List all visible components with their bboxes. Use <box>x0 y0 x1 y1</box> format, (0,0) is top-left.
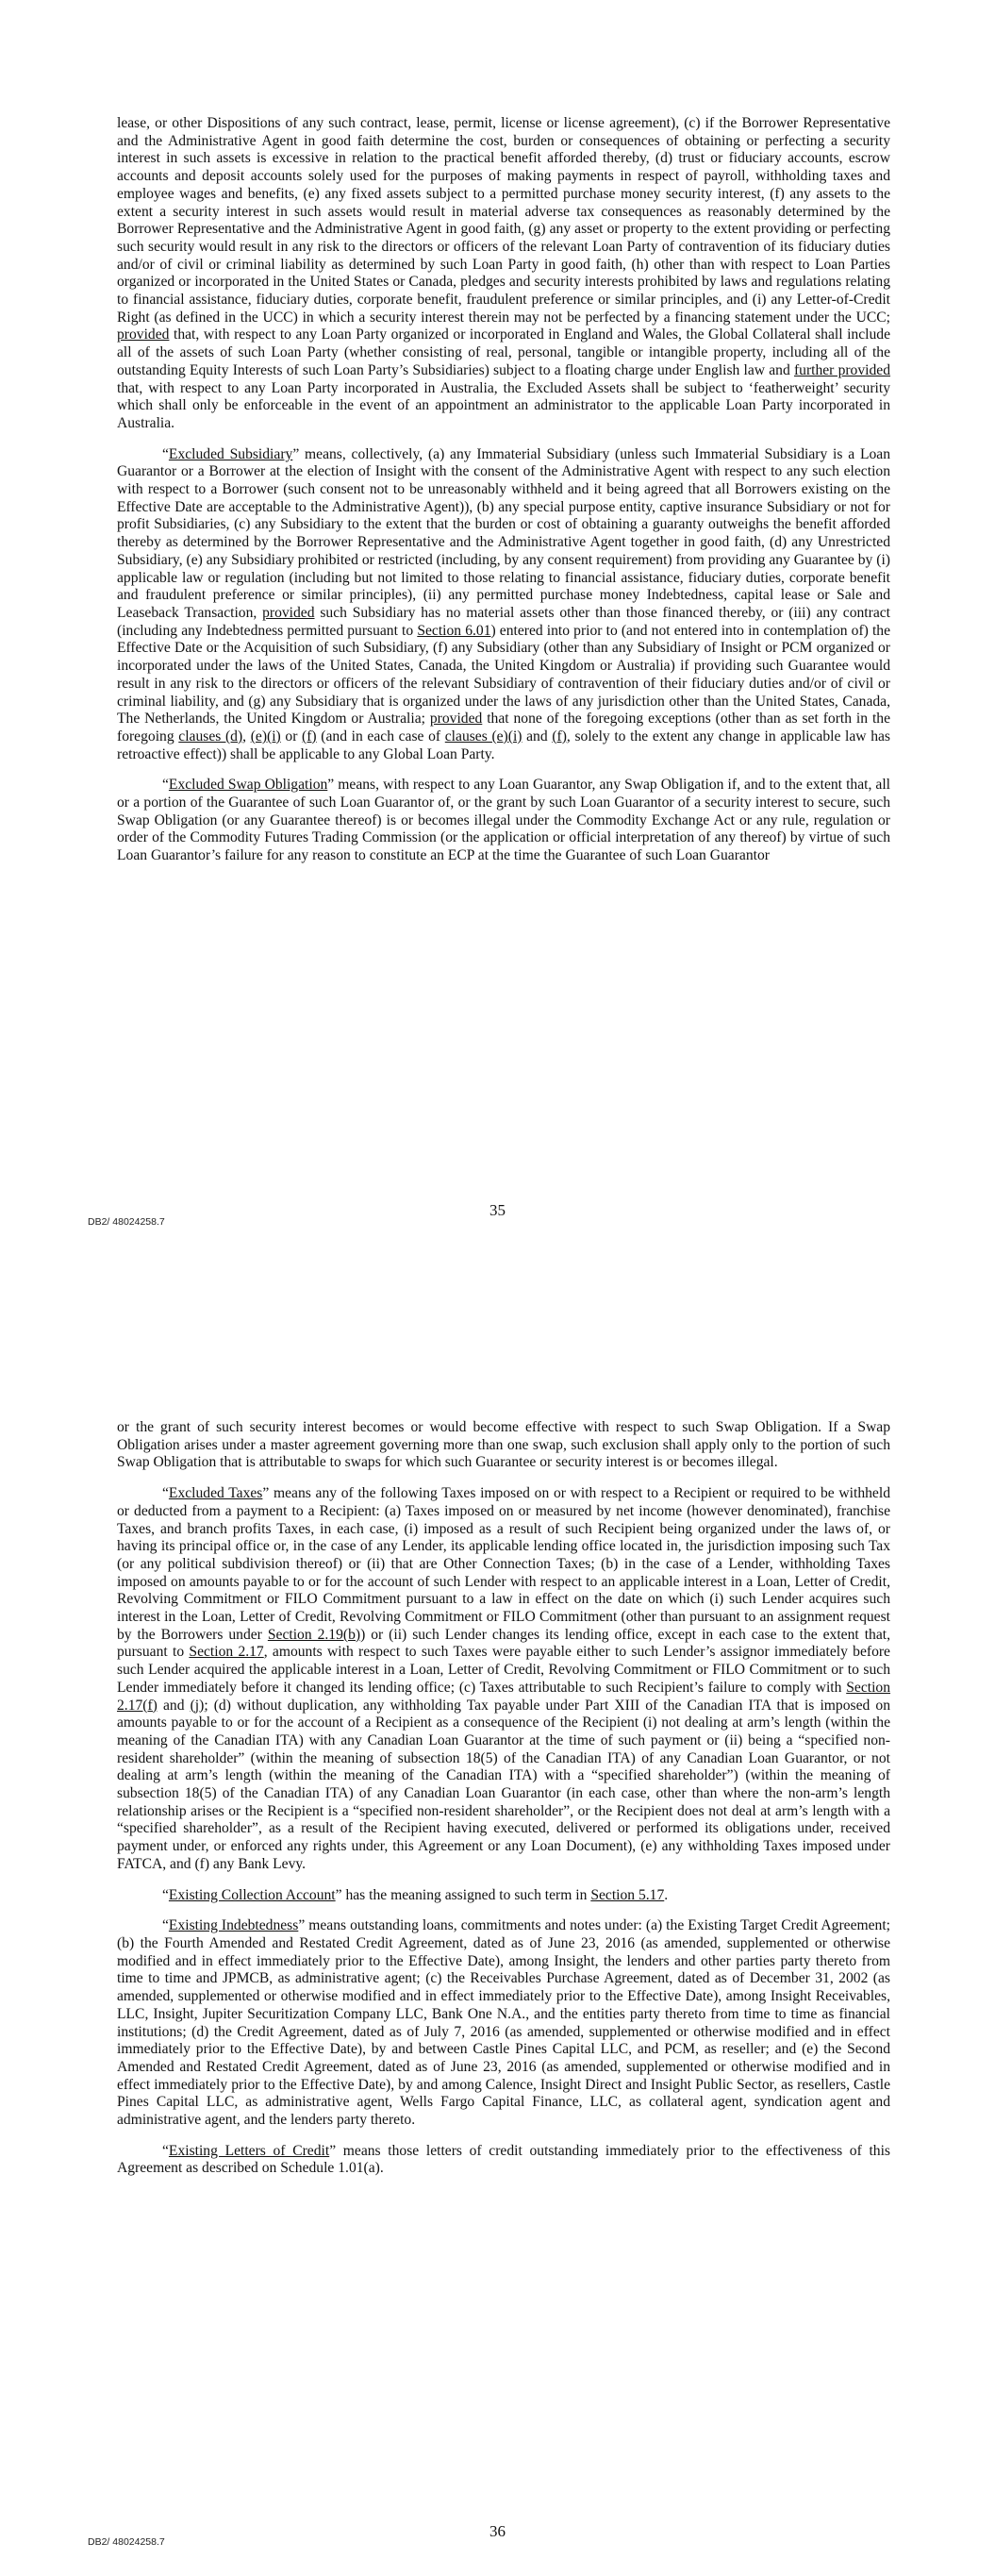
further-provided-term: further provided <box>793 361 891 378</box>
definition-excluded-swap-obligation: “Excluded Swap Obligation” means, with respect to any Loan Guarantor, any Swap Obligation if, and to the extent that, all or a portion of the Guarantee of such Loan Guarantor of, or the grant by such Loan Guarantor of a security interest to secure, such Swap Obligation (or any Guarantee thereof) is or becomes illegal under the Commodity Exchange Act or any rule, regulation or order of the Commodity Futures Trading Commission (or the application or official interpretation of any thereof) by virtue of such Loan Guarantor’s failure for any reason to constitute an ECP at the time the Guarantee of such Loan Guarantor <box>117 777 890 864</box>
section-reference: Section 2.19(b) <box>267 1626 361 1643</box>
page-36 <box>0 1397 995 2576</box>
definition-existing-indebtedness: “Existing Indebtedness” means outstanding loans, commitments and notes under: (a) the Existing Target Credit Agreement; (b) the Fourth Amended and Restated Credit Agreement, dated as of June 23, 2016 (as amended, supplemented or otherwise modified and in effect immediately prior to the Effective Date), among Insight, the lenders and other parties party thereto from time to time and JPMCB, as administrative agent; (c) the Receivables Purchase Agreement, dated as of December 31, 2002 (as amended, supplemented or otherwise modified and in effect immediately prior to the Effective Date), among Insight Receivables, LLC, Insight, Jupiter Securitization Company LLC, Bank One N.A., and the entities party thereto from time to time as financial institutions; (d) the Credit Agreement, dated as of July 7, 2016 (as amended, supplemented or otherwise modified and in effect immediately prior to the Effective Date), by and between Castle Pines Capital LLC, and PCM, as reseller; and (e) the Second Amended and Restated Credit Agreement, dated as of June 23, 2016 (as amended, supplemented or otherwise modified and in effect immediately prior to the Effective Date), by and among Calence, Insight Direct and Insight Public Sector, as resellers, Castle Pines Capital LLC, as administrative agent, Wells Fargo Capital Finance, LLC, as collateral agent, syndication agent and administrative agent, and the lenders party thereto. <box>117 1917 890 2129</box>
defined-term: Existing Indebtedness <box>168 1917 299 1934</box>
page-body <box>117 1419 890 2191</box>
provided-term: provided <box>117 326 170 343</box>
definition-excluded-taxes: “Excluded Taxes” means any of the following Taxes imposed on or with respect to a Recipient or required to be withheld or deducted from a payment to a Recipient: (a) Taxes imposed on or measured by net income (however denominated), franchise Taxes, and branch profits Taxes, in each case, (i) imposed as a result of such Recipient being organized under the laws of, or having its principal office or, in the case of any Lender, its applicable lending office located in, the jurisdiction imposing such Tax (or any political subdivision thereof) or (ii) that are Other Connection Taxes; (b) in the case of a Lender, withholding Taxes imposed on amounts payable to or for the account of such Lender with respect to an applicable interest in a Loan, Letter of Credit, Revolving Commitment or FILO Commitment pursuant to a law in effect on the date on which (i) such Lender acquires such interest in the Loan, Letter of Credit, Revolving Commitment or FILO Commitment (other than pursuant to an assignment request by the Borrowers under Section 2.19(b)) or (ii) such Lender changes its lending office, except in each case to the extent that, pursuant to Section 2.17, amounts with respect to such Taxes were payable either to such Lender’s assignor immediately before such Lender acquired the applicable interest in a Loan, Letter of Credit, Revolving Commitment or FILO Commitment or to such Lender immediately before it changed its lending office; (c) Taxes attributable to such Recipient’s failure to comply with Section 2.17(f) and (j); (d) without duplication, any withholding Tax payable under Part XIII of the Canadian ITA that is imposed on amounts payable to or for the account of a Recipient as a consequence of the Recipient (i) not dealing at arm’s length (within the meaning of the Canadian ITA) with any Canadian Loan Guarantor at the time of such payment or (ii) being a “specified non-resident shareholder” (within the meaning of subsection 18(5) of the Canadian ITA) of any Canadian Loan Guarantor, or not dealing at arm’s length (within the meaning of the Canadian ITA) with a “specified shareholder”) (within the meaning of subsection 18(5) of the Canadian ITA) of any Canadian Loan Guarantor (in each case, other than where the non-arm’s length relationship arises or the Recipient is a “specified non-resident shareholder”, or the Recipient does not deal at arm’s length with a “specified shareholder”, as a result of the Recipient having executed, delivered or performed its obligations under, received payment under, or enforced any rights under, this Agreement or any Loan Document), (e) any withholding Taxes imposed under FATCA, and (f) any Bank Levy. <box>117 1485 891 1872</box>
defined-term: Excluded Swap Obligation <box>168 777 328 794</box>
excluded-assets-continuation: lease, or other Dispositions of any such contract, lease, permit, license or license agreement), (c) if the Borrower Representative and the Administrative Agent in good faith determine the cost, burden or consequences of obtaining or perfecting a security interest in such assets is excessive in relation to the practical benefit afforded thereby, (d) trust or fiduciary accounts, escrow accounts and deposit accounts solely used for the purposes of making payments in respect of payroll, withholding taxes and employee wages and benefits, (e) any fixed assets subject to a permitted purchase money security interest, (f) any assets to the extent a security interest in such assets would result in material adverse tax consequences as reasonably determined by the Borrower Representative and the Administrative Agent in good faith, (g) any asset or property to the extent providing or perfecting such security would result in any risk to the directors or officers of the relevant Loan Party of contravention of its fiduciary duties and/or of civil or criminal liability as determined by such Loan Party in good faith, (h) other than with respect to Loan Parties organized or incorporated in the United States or Canada, pledges and security interests prohibited by laws and regulations relating to financial assistance, fiduciary duties, corporate benefit, fraudulent preference or similar principles, and (i) any Letter-of-Credit Right (as defined in the UCC) in which a security interest therein may not be perfected by a financing statement under the UCC; provided that, with respect to any Loan Party organized or incorporated in England and Wales, the Global Collateral shall include all of the assets of such Loan Party (whether consisting of real, personal, tangible or intangible property, including all of the outstanding Equity Interests of such Loan Party’s Subsidiaries) subject to a floating charge under English law and further provided that, with respect to any Loan Party incorporated in Australia, the Excluded Assets shall be subject to ‘featherweight’ security which shall only be enforceable in the event of an appointment an administrator to the applicable Loan Party incorporated in Australia. <box>117 115 891 431</box>
defined-term: Excluded Taxes <box>168 1485 263 1502</box>
document-id: DB2/ 48024258.7 <box>88 2536 165 2548</box>
excluded-swap-continuation: or the grant of such security interest becomes or would become effective with respect to such Swap Obligation. If a Swap Obligation arises under a master agreement governing more than one swap, such exclusion shall apply only to the portion of such Swap Obligation that is attributable to swaps for which such Guarantee or security interest is or becomes illegal. <box>117 1419 890 1471</box>
definition-existing-letters-of-credit: “Existing Letters of Credit” means those letters of credit outstanding immediately prior to the effectiveness of this Agreement as described on Schedule 1.01(a). <box>117 2142 891 2177</box>
page-number: 36 <box>489 2522 506 2540</box>
page-number: 35 <box>489 1201 506 1219</box>
section-reference: Section 2.17(f) <box>117 1679 890 1714</box>
page-35 <box>0 0 995 1255</box>
document-id: DB2/ 48024258.7 <box>88 1216 165 1228</box>
section-reference: Section 5.17 <box>590 1886 665 1903</box>
defined-term: Existing Letters of Credit <box>168 2142 330 2159</box>
defined-term: Existing Collection Account <box>168 1886 336 1903</box>
defined-term: Excluded Subsidiary <box>168 445 293 462</box>
page-body <box>117 115 890 878</box>
section-reference: Section 6.01 <box>417 622 491 639</box>
section-reference: Section 2.17 <box>189 1644 264 1661</box>
definition-excluded-subsidiary: “Excluded Subsidiary” means, collectively, (a) any Immaterial Subsidiary (unless such Immaterial Subsidiary is a Loan Guarantor or a Borrower at the election of Insight with the consent of the Administrative Agent with respect to any such election with respect to a Borrower (such consent not to be unreasonably withheld and it being agreed that all Borrowers existing on the Effective Date are acceptable to the Administrative Agent)), (b) any special purpose entity, captive insurance Subsidiary or not for profit Subsidiaries, (c) any Subsidiary to the extent that the burden or cost of obtaining a guaranty outweighs the benefit afforded thereby as determined by the Borrower Representative and the Administrative Agent together in good faith, (d) any Unrestricted Subsidiary, (e) any Subsidiary prohibited or restricted (including, by any consent requirement) from providing any Guarantee by (i) applicable law or regulation (including but not limited to those relating to financial assistance, fiduciary duties, corporate benefit and fraudulent preference or similar principles), (ii) any permitted purchase money Indebtedness, capital lease or Sale and Leaseback Transaction, provided such Subsidiary has no material assets other than those financed thereby, or (iii) any contract (including any Indebtedness permitted pursuant to Section 6.01) entered into prior to (and not entered into in contemplation of) the Effective Date or the Acquisition of such Subsidiary, (f) any Subsidiary (other than any Subsidiary of Insight or PCM organized or incorporated under the laws of the United States, Canada, the United Kingdom or Australia) if providing such Guarantee would result in any risk to the directors or officers of the relevant Subsidiary of contravention of their fiduciary duties and/or of civil or criminal liability, and (g) any Subsidiary that is organized under the laws of any jurisdiction other than the United States, Canada, The Netherlands, the United Kingdom or Australia; provided that none of the foregoing exceptions (other than as set forth in the foregoing clauses (d), (e)(i) or (f) (and in each case of clauses (e)(i) and (f), solely to the extent any change in applicable law has retroactive effect)) shall be applicable to any Global Loan Party. <box>117 445 891 762</box>
definition-existing-collection-account: “Existing Collection Account” has the meaning assigned to such term in Section 5.17. <box>162 1886 669 1903</box>
